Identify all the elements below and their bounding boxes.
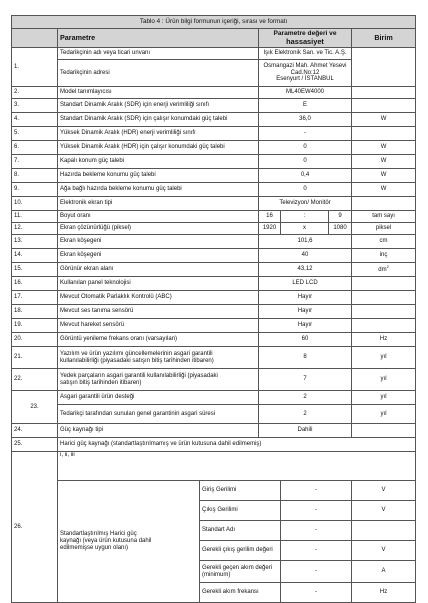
resolution-separator: x [281, 223, 329, 235]
param-unit [352, 424, 416, 438]
param-label: Harici güç kaynağı (standartlaştırılmamış ve ürün kutusuna dahil edilmemiş) [58, 438, 416, 452]
header-unit: Birim [352, 29, 416, 48]
param-label: Model tanımlayıcısı [58, 87, 259, 99]
param-unit: W [352, 113, 416, 127]
param-value: 36,0 [259, 113, 352, 127]
param-value: Hayır [259, 319, 352, 333]
ratio-width: 16 [259, 211, 281, 223]
param-label: Ağa bağlı hazırda bekleme konumu güç talebi [58, 183, 259, 197]
row-number: 21. [12, 347, 58, 369]
label-line: Standartlaştırılmış Harici güç [60, 531, 137, 538]
eps-item-unit: V [352, 501, 416, 521]
param-value: 2 [259, 391, 352, 405]
row-number: 18. [12, 305, 58, 319]
param-label: Asgari garantili ürün desteği [58, 391, 259, 405]
product-info-table [11, 15, 416, 603]
param-value: 7 [259, 369, 352, 391]
param-unit: yıl [352, 405, 416, 424]
param-value: - [259, 127, 352, 141]
label-line: kullanılabilirliği (piyasadaki satışın bitiş tarihinden itibaren) [60, 357, 214, 364]
param-label: Tedarikçinin adresi [58, 60, 259, 87]
param-unit [352, 291, 416, 305]
roman-numerals: i, ii, iii [58, 452, 416, 481]
address-line: Cad.No:12 [290, 69, 320, 76]
param-value: ML40EW4000 [259, 87, 352, 99]
param-label: Kullanılan panel teknolojisi [58, 277, 259, 291]
row-number: 15. [12, 263, 58, 277]
eps-item-unit: V [352, 481, 416, 501]
row-number: 16. [12, 277, 58, 291]
table-caption: Tablo 4 : Ürün bilgi formunun içeriği, sırası ve formatı [12, 16, 416, 29]
param-value: 2 [259, 405, 352, 424]
param-label: Yüksek Dinamik Aralık (HDR) için çalışır konumdaki güç talebi [58, 141, 259, 155]
eps-label [58, 481, 200, 603]
param-unit: W [352, 183, 416, 197]
param-label: Kapalı konum güç talebi [58, 155, 259, 169]
row-number: 8. [12, 169, 58, 183]
param-value: LED LCD [259, 277, 352, 291]
unit-superscript: 2 [386, 264, 389, 270]
param-value: 0 [259, 183, 352, 197]
row-number: 22. [12, 369, 58, 391]
eps-item-unit: A [352, 561, 416, 583]
param-label [58, 347, 259, 369]
param-label: Hazırda bekleme konumu güç talebi [58, 169, 259, 183]
row-number: 25. [12, 438, 58, 452]
param-unit: yıl [352, 391, 416, 405]
eps-item-label: Çıkış Gerilimi [200, 501, 281, 521]
label-line: Gerekli geçen akım değeri [202, 564, 273, 571]
eps-item-value: - [281, 541, 352, 561]
param-label [58, 369, 259, 391]
param-label: Tedarikçinin adı veya ticari unvanı [58, 48, 259, 60]
eps-item-value: - [281, 501, 352, 521]
param-value: Dahili [259, 424, 352, 438]
param-label: Standart Dinamik Aralık (SDR) için enerji verimliliği sınıfı [58, 99, 259, 113]
param-unit [352, 197, 416, 211]
param-label: Ekran çözünürlüğü (piksel) [58, 223, 259, 235]
eps-item-value: - [281, 561, 352, 583]
address-line: Esenyurt / İSTANBUL [276, 76, 334, 83]
row-number: 7. [12, 155, 58, 169]
param-label: Ekran köşegeni [58, 235, 259, 249]
label-line: kaynağı (veya ürün kutusuna dahil [60, 538, 152, 545]
param-unit [352, 319, 416, 333]
row-number: 12. [12, 223, 58, 235]
param-unit [352, 277, 416, 291]
param-label: Ekran köşegeni [58, 249, 259, 263]
param-label: Görünür ekran alanı [58, 263, 259, 277]
row-number: 24. [12, 424, 58, 438]
unit-base: dm [378, 267, 387, 274]
row-number: 17. [12, 291, 58, 305]
param-unit: Hz [352, 333, 416, 347]
param-value [259, 60, 352, 87]
param-label: Boyut oranı [58, 211, 259, 223]
param-unit: W [352, 155, 416, 169]
row-number: 1. [12, 48, 58, 87]
eps-item-label: Giriş Gerilimi [200, 481, 281, 501]
param-unit [352, 99, 416, 113]
param-label: Görüntü yenileme frekans oranı (varsayılan) [58, 333, 259, 347]
param-unit: W [352, 141, 416, 155]
param-value: Işık Elektronik San. ve Tic. A.Ş. [259, 48, 352, 60]
param-unit [352, 48, 416, 87]
eps-item-label [200, 561, 281, 583]
row-number: 20. [12, 333, 58, 347]
label-line: Yedek parçaların asgari garantili kullanılabilirliği (piyasadaki [60, 372, 218, 379]
eps-item-value: - [281, 583, 352, 603]
param-unit: W [352, 169, 416, 183]
param-label: Elektronik ekran tipi [58, 197, 259, 211]
param-unit: tam sayı [352, 211, 416, 223]
eps-item-unit [352, 521, 416, 541]
label-line: edilmemişse uygun olanı) [60, 544, 129, 551]
ratio-height: 9 [329, 211, 352, 223]
param-label: Standart Dinamik Aralık (SDR) için çalışır konumdaki güç talebi [58, 113, 259, 127]
param-label: Güç kaynağı tipi [58, 424, 259, 438]
resolution-width: 1920 [259, 223, 281, 235]
header-num [12, 29, 58, 48]
header-value-line1: Parametre değeri ve [273, 30, 337, 38]
row-number: 14. [12, 249, 58, 263]
eps-item-value: - [281, 481, 352, 501]
eps-item-value: - [281, 521, 352, 541]
param-unit: piksel [352, 223, 416, 235]
label-line: (minimum) [202, 571, 231, 578]
param-value: 0 [259, 155, 352, 169]
param-value: 101,6 [259, 235, 352, 249]
param-label: Yüksek Dinamik Aralık (HDR) enerji verimliliği sınıfı [58, 127, 259, 141]
row-number: 6. [12, 141, 58, 155]
param-unit [352, 127, 416, 141]
param-value: Televizyon/ Monitör [259, 197, 352, 211]
row-number: 26. [12, 452, 58, 603]
row-number: 5. [12, 127, 58, 141]
param-value: 0 [259, 141, 352, 155]
row-number: 3. [12, 99, 58, 113]
row-number: 11. [12, 211, 58, 223]
param-value: 60 [259, 333, 352, 347]
param-value: 43,12 [259, 263, 352, 277]
row-number: 10. [12, 197, 58, 211]
param-unit: yıl [352, 369, 416, 391]
row-number: 23. [12, 391, 58, 424]
param-label: Mevcut ses tanıma sensörü [58, 305, 259, 319]
param-value: Hayır [259, 291, 352, 305]
address-line: Osmangazi Mah. Ahmet Yesevi [263, 62, 347, 69]
eps-item-label: Standart Adı [200, 521, 281, 541]
param-unit [352, 263, 416, 277]
row-number: 13. [12, 235, 58, 249]
param-value: 40 [259, 249, 352, 263]
eps-item-unit: Hz [352, 583, 416, 603]
param-label: Mevcut hareket sensörü [58, 319, 259, 333]
label-line: satışın bitiş tarihinden itibaren) [60, 379, 142, 386]
param-unit [352, 305, 416, 319]
header-value-line2: hassasiyet [286, 36, 324, 46]
param-unit: cm [352, 235, 416, 249]
eps-item-unit: V [352, 541, 416, 561]
param-unit: inç [352, 249, 416, 263]
ratio-separator: : [281, 211, 329, 223]
param-value: E [259, 99, 352, 113]
param-unit: yıl [352, 347, 416, 369]
param-value: Hayır [259, 305, 352, 319]
row-number: 19. [12, 319, 58, 333]
resolution-height: 1080 [329, 223, 352, 235]
label-line: Yazılım ve ürün yazılımı güncellemelerinin asgari garantili [60, 350, 213, 357]
eps-item-label: Gerekli çıkış gerilim değeri [200, 541, 281, 561]
param-label: Mevcut Otomatik Parlaklık Kontrolü (ABC) [58, 291, 259, 305]
row-number: 4. [12, 113, 58, 127]
param-unit [352, 87, 416, 99]
header-parameter: Parametre [58, 29, 259, 48]
param-label: Tedarikçi tarafından sunulan genel garantinin asgari süresi [58, 405, 259, 424]
header-value [259, 29, 352, 48]
eps-item-label: Gerekli akım frekansı [200, 583, 281, 603]
row-number: 2. [12, 87, 58, 99]
param-value: 0,4 [259, 169, 352, 183]
param-value: 8 [259, 347, 352, 369]
row-number: 9. [12, 183, 58, 197]
